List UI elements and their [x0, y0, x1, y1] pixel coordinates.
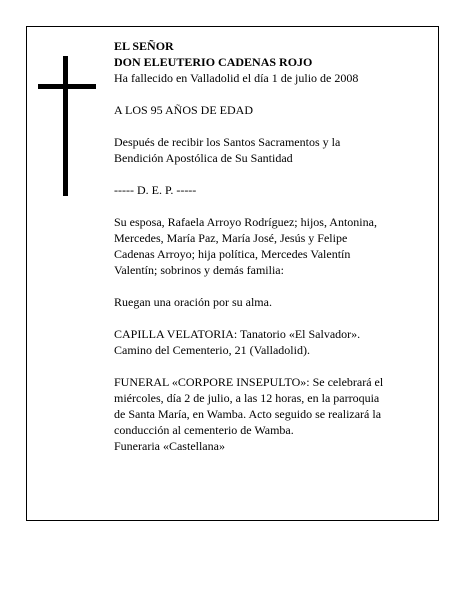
obituary-text [114, 38, 434, 454]
header-block [114, 38, 434, 86]
family-line: Cadenas Arroyo; hija política, Mercedes Valentín [114, 247, 351, 261]
age-block [114, 102, 434, 118]
family-line: Mercedes, María Paz, María José, Jesús y Felipe [114, 231, 348, 245]
cross-horizontal-bar [38, 84, 96, 89]
sacraments-line: Bendición Apostólica de Su Santidad [114, 151, 293, 165]
funeral-line: conducción al cementerio de Wamba. [114, 423, 294, 437]
funeral-line: FUNERAL «CORPORE INSEPULTO»: Se celebrará el [114, 375, 384, 389]
chapel-line: CAPILLA VELATORIA: Tanatorio «El Salvador». [114, 327, 361, 341]
cross-vertical-bar [63, 56, 68, 196]
age-line: A LOS 95 AÑOS DE EDAD [114, 103, 254, 117]
sacraments-block [114, 134, 434, 166]
prayer-line: Ruegan una oración por su alma. [114, 295, 272, 309]
funeral-line: miércoles, día 2 de julio, a las 12 horas, en la parroquia [114, 391, 380, 405]
funeral-home: Funeraria «Castellana» [114, 439, 225, 453]
rip-block [114, 182, 434, 198]
title-line: EL SEÑOR [114, 39, 174, 53]
chapel-block [114, 326, 434, 358]
rip-line: ----- D. E. P. ----- [114, 183, 197, 197]
death-notice: Ha fallecido en Valladolid el día 1 de julio de 2008 [114, 71, 359, 85]
funeral-line: de Santa María, en Wamba. Acto seguido se realizará la [114, 407, 382, 421]
chapel-line: Camino del Cementerio, 21 (Valladolid). [114, 343, 310, 357]
sacraments-line: Después de recibir los Santos Sacramentos y la [114, 135, 341, 149]
prayer-block [114, 294, 434, 310]
family-line: Su esposa, Rafaela Arroyo Rodríguez; hijos, Antonina, [114, 215, 377, 229]
family-block [114, 214, 434, 278]
family-line: Valentín; sobrinos y demás familia: [114, 263, 284, 277]
funeral-block [114, 374, 434, 454]
deceased-name: DON ELEUTERIO CADENAS ROJO [114, 55, 313, 69]
